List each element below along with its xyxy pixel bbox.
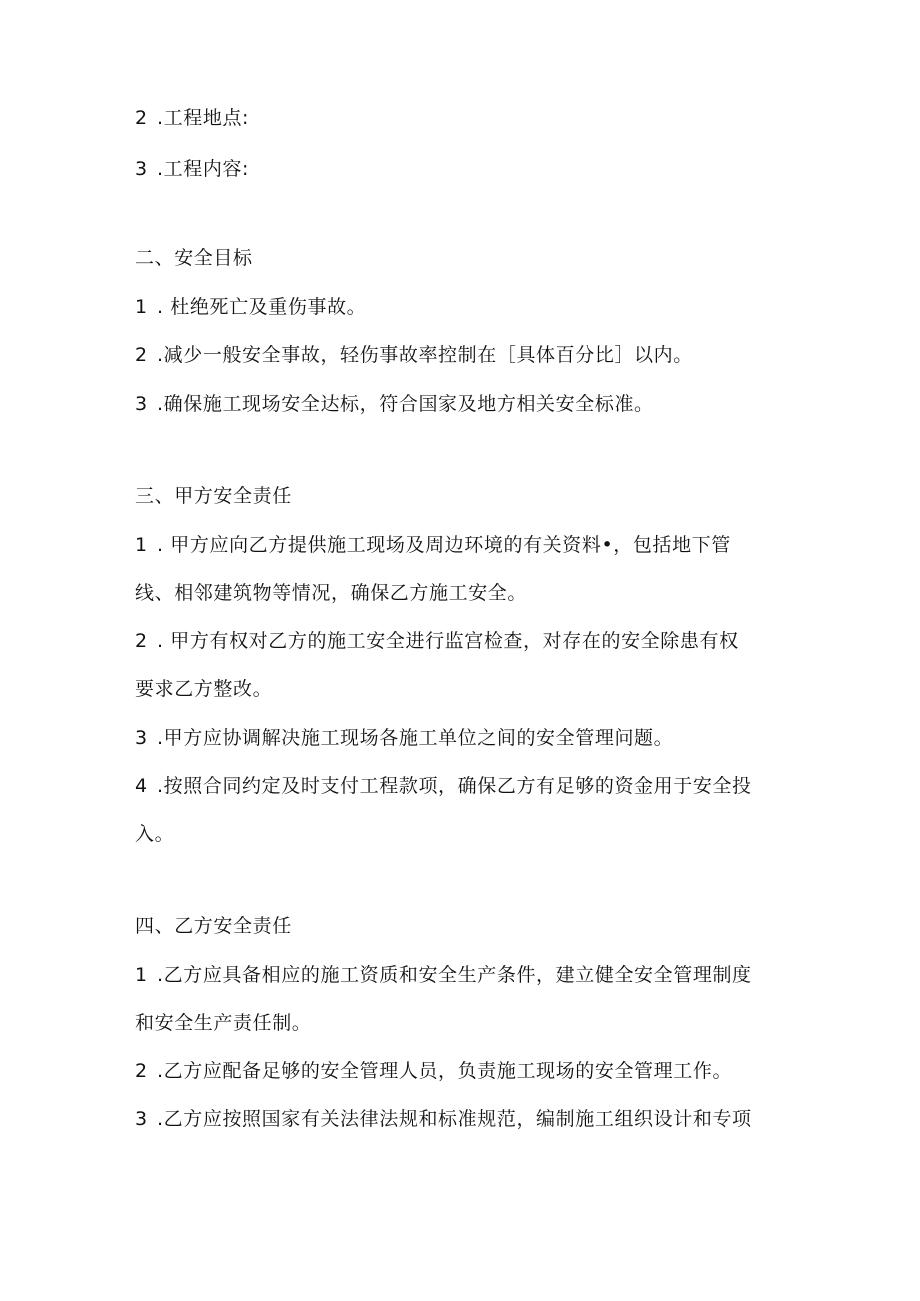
list-item [135, 963, 752, 987]
item-number: 2 [135, 1060, 148, 1082]
section-heading-party-b: 四、乙方安全责任 [135, 915, 292, 937]
item-text: .乙方应按照国家有关法律法规和标准规范，编制施工组织设计和专项 [157, 1108, 752, 1130]
item-number: 2 [135, 630, 148, 652]
item-text: . 甲方应向乙方提供施工现场及周边环境的有关资料•，包括地下管 [157, 534, 731, 556]
list-item [135, 343, 693, 367]
list-item [135, 295, 366, 319]
item-number: 3 [135, 1108, 148, 1130]
list-item [135, 774, 752, 798]
item-number: 1 [135, 534, 148, 556]
item-text: .甲方应协调解决施工现场各施工单位之间的安全管理问题。 [157, 727, 674, 749]
list-item-continuation: 要求乙方整改。 [135, 678, 273, 700]
project-content-line [135, 157, 249, 181]
item-text: .按照合同约定及时支付工程款项，确保乙方有足够的资金用于安全投 [157, 775, 752, 797]
item-number: 1 [135, 296, 148, 318]
item-number: 1 [135, 964, 148, 986]
item-number: 3 [135, 727, 148, 749]
item-text: .乙方应具备相应的施工资质和安全生产条件，建立健全安全管理制度 [157, 964, 752, 986]
item-text: .确保施工现场安全达标，符合国家及地方相关安全标准。 [157, 393, 654, 415]
list-item [135, 533, 731, 557]
item-number: 2 [135, 107, 148, 129]
list-item [135, 726, 673, 750]
item-text: .工程地点: [157, 107, 250, 129]
item-text: .减少一般安全事故，轻伤事故率控制在［具体百分比］以内。 [157, 344, 693, 366]
item-text: . 甲方有权对乙方的施工安全进行监宫检查，对存在的安全除患有权 [157, 630, 739, 652]
item-number: 2 [135, 344, 148, 366]
item-number: 3 [135, 158, 148, 180]
item-number: 4 [135, 775, 148, 797]
list-item-continuation: 线、相邻建筑物等情况，确保乙方施工安全。 [135, 582, 528, 604]
item-number: 3 [135, 393, 148, 415]
list-item-continuation: 和安全生产责任制。 [135, 1012, 312, 1034]
item-text: .乙方应配备足够的安全管理人员，负责施工现场的安全管理工作。 [157, 1060, 733, 1082]
list-item [135, 1107, 752, 1131]
list-item [135, 392, 654, 416]
section-heading-safety-goals: 二、安全目标 [135, 247, 253, 269]
section-heading-party-a: 三、甲方安全责任 [135, 485, 292, 507]
project-location-line [135, 106, 249, 130]
item-text: . 杜绝死亡及重伤事故。 [157, 296, 367, 318]
list-item-continuation: 入。 [135, 823, 175, 845]
list-item [135, 1059, 732, 1083]
item-text: .工程内容: [157, 158, 250, 180]
list-item [135, 629, 739, 653]
